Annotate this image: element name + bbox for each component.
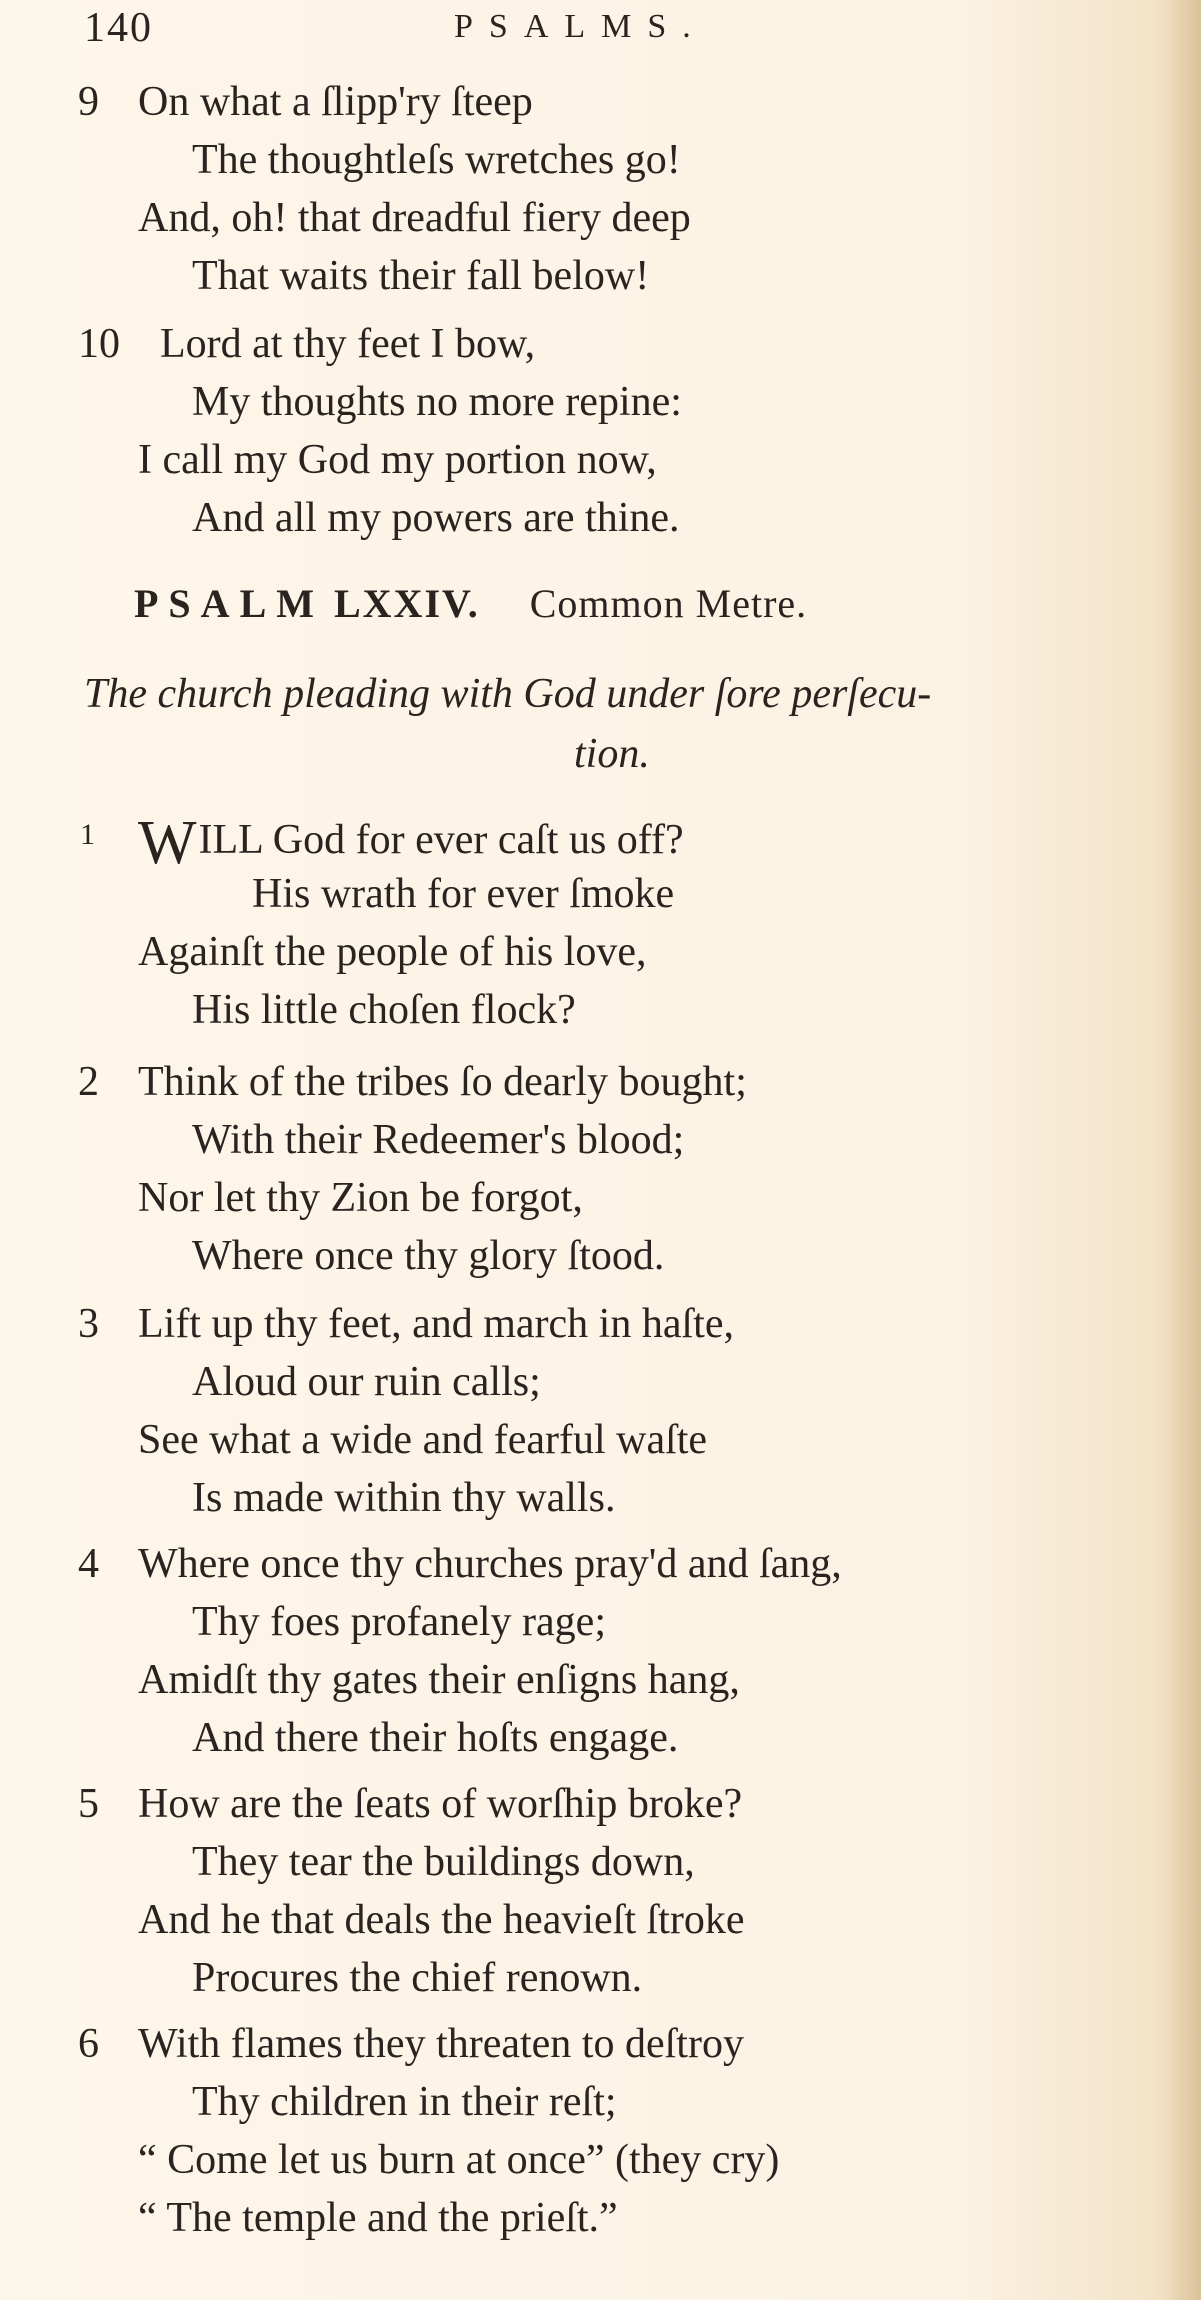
verse-line: His little choſen flock? [192, 987, 576, 1033]
verse-line: Aloud our ruin calls; [192, 1359, 541, 1405]
stanza-number: 3 [78, 1301, 99, 1347]
stanza-number: 6 [78, 2021, 99, 2067]
verse-line: With flames they threaten to deſtroy [138, 2021, 744, 2067]
psalm-heading [134, 580, 807, 627]
verse-line: And, oh! that dreadful fiery deep [138, 195, 691, 241]
verse-line: See what a wide and fearful waſte [138, 1417, 708, 1463]
verse-line: I call my God my portion now, [138, 437, 657, 483]
verse-line: Amidſt thy gates their enſigns hang, [138, 1657, 740, 1703]
stanza-number: 2 [78, 1059, 99, 1105]
psalm-subtitle: The church pleading with God under ſore perſecu- [84, 671, 932, 717]
verse-line: His wrath for ever ſmoke [252, 871, 675, 917]
verse-line: How are the ſeats of worſhip broke? [138, 1781, 743, 1827]
verse-line: Is made within thy walls. [192, 1475, 616, 1521]
verse-line: “ The temple and the prieſt.” [138, 2195, 618, 2241]
verse-line: Nor let thy Zion be forgot, [138, 1175, 583, 1221]
psalm-subtitle-continued: tion. [574, 731, 650, 777]
verse-line: On what a ſlipp'ry ſteep [138, 79, 533, 125]
verse-line: Thy children in their reſt; [192, 2079, 617, 2125]
stanza-number: 9 [78, 79, 99, 125]
verse-line: Think of the tribes ſo dearly bought; [138, 1059, 747, 1105]
verse-line [138, 809, 684, 877]
page-number: 140 [84, 5, 153, 51]
verse-line: The thoughtleſs wretches go! [192, 137, 681, 183]
verse-line: That waits their fall below! [192, 253, 650, 299]
stanza-number: 10 [78, 321, 120, 367]
verse-line: “ Come let us burn at once” (they cry) [138, 2137, 780, 2183]
verse-line: And there their hoſts engage. [192, 1715, 679, 1761]
verse-line: And all my powers are thine. [192, 495, 680, 541]
stanza-number: 4 [78, 1541, 99, 1587]
verse-line: Procures the chief renown. [192, 1955, 643, 2001]
verse-line: And he that deals the heavieſt ſtroke [138, 1897, 745, 1943]
psalm-title: PSALM [134, 581, 324, 626]
verse-line: They tear the buildings down, [192, 1839, 695, 1885]
stanza-number: 1 [80, 818, 95, 851]
verse-line: Where once thy glory ſtood. [192, 1233, 665, 1279]
drop-cap: W [138, 809, 197, 877]
verse-line: Lift up thy feet, and march in haſte, [138, 1301, 734, 1347]
verse-line: With their Redeemer's blood; [192, 1117, 685, 1163]
page-edge-shadow [1165, 0, 1201, 2300]
stanza-number: 5 [78, 1781, 99, 1827]
page-header [84, 4, 984, 51]
first-line-rest: ILL God for ever caſt us off? [198, 817, 684, 863]
verse-line: Againſt the people of his love, [138, 929, 647, 975]
psalm-number: LXXIV. [334, 581, 480, 626]
verse-line: My thoughts no more repine: [192, 379, 682, 425]
verse-line: Thy foes profanely rage; [192, 1599, 606, 1645]
running-head: PSALMS. [454, 8, 707, 45]
verse-line: Lord at thy feet I bow, [160, 321, 536, 367]
verse-line: Where once thy churches pray'd and ſang, [138, 1541, 842, 1587]
psalm-metre: Common Metre. [529, 581, 808, 626]
